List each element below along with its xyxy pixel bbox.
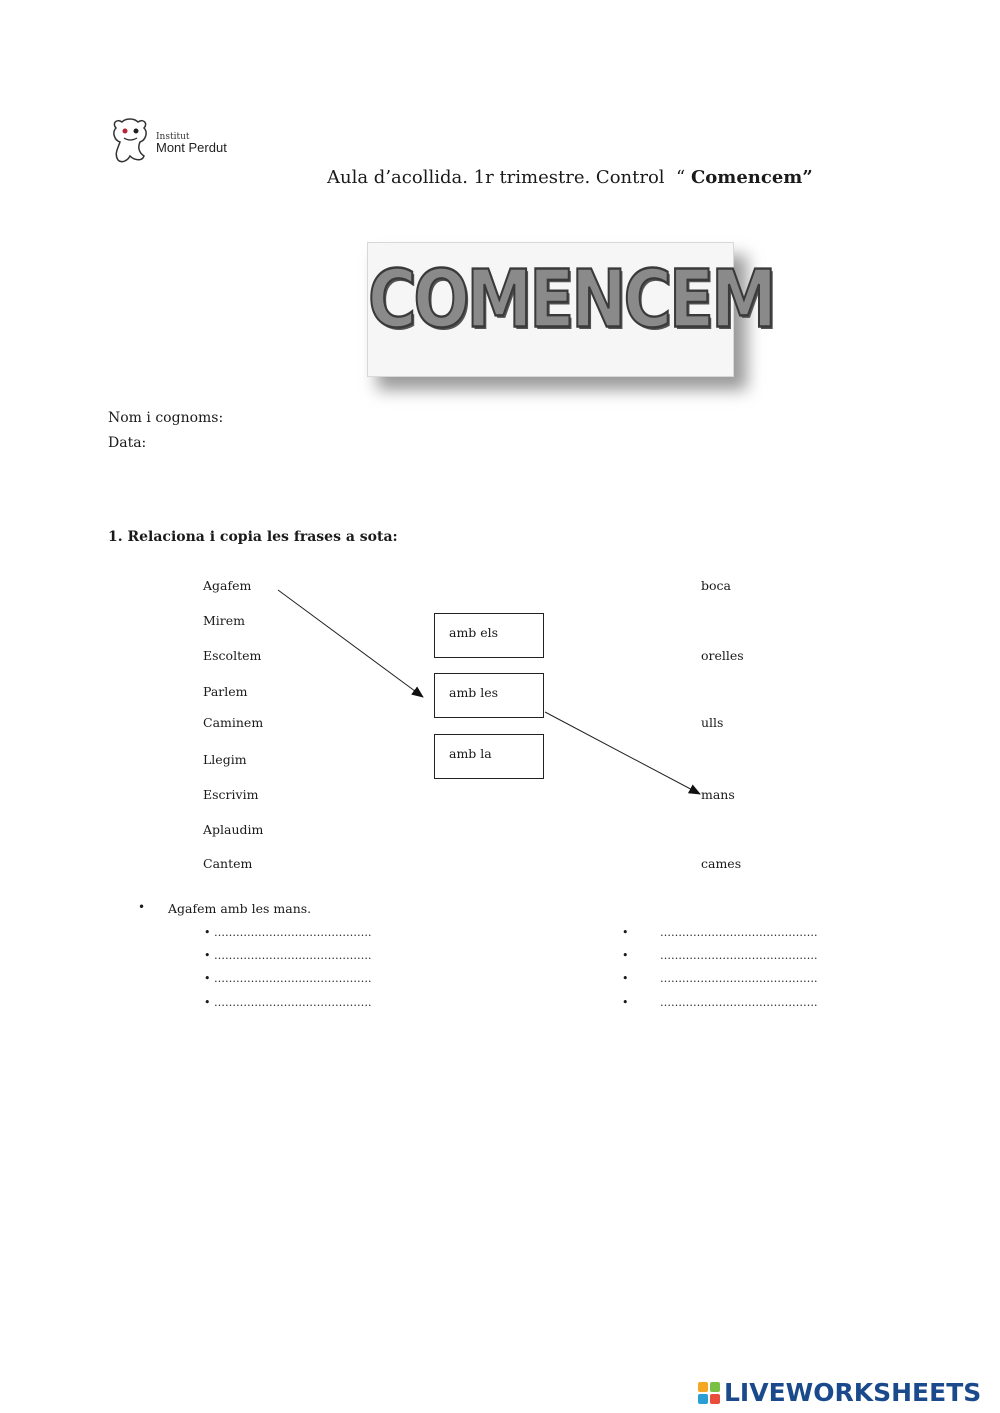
verb-item: Escoltem (203, 648, 262, 663)
noun-item: orelles (701, 648, 744, 663)
verb-item: Parlem (203, 684, 248, 699)
verb-item: Mirem (203, 613, 246, 628)
answer-line[interactable]: • ……………………………………. (204, 949, 372, 962)
connector-label: amb les (449, 685, 499, 700)
example-bullet: • (138, 900, 146, 914)
date-field-label: Data: (108, 435, 147, 451)
verb-item: Cantem (203, 856, 253, 871)
liveworksheets-logo-icon (698, 1382, 720, 1404)
title-main: Aula d’acollida. 1r trimestre. Control “ (327, 167, 691, 188)
arrow-agafem-to-amb-les (278, 590, 423, 697)
logo-institut-text: Institut (156, 132, 190, 142)
answer-line[interactable]: • ……………………………………. (622, 972, 818, 985)
verb-item: Llegim (203, 752, 247, 767)
exercise-title: 1. Relaciona i copia les frases a sota: (108, 529, 398, 545)
liveworksheets-text: LIVEWORKSHEETS (724, 1378, 982, 1407)
logo-name-text: Mont Perdut (156, 140, 227, 155)
answer-line[interactable]: • ……………………………………. (622, 949, 818, 962)
answer-line[interactable]: • ……………………………………. (622, 996, 818, 1009)
answer-line[interactable]: • ……………………………………. (204, 972, 372, 985)
noun-item: mans (701, 787, 735, 802)
noun-item: boca (701, 578, 731, 593)
banner-text: COMENCEM (368, 253, 774, 346)
example-answer: Agafem amb les mans. (168, 901, 312, 916)
noun-item: cames (701, 856, 742, 871)
name-field-label: Nom i cognoms: (108, 410, 224, 426)
answer-line[interactable]: • ……………………………………. (204, 926, 372, 939)
verb-item: Escrivim (203, 787, 259, 802)
connector-label: amb els (449, 625, 499, 640)
answer-line[interactable]: • ……………………………………. (622, 926, 818, 939)
arrow-amb-les-to-mans (545, 712, 700, 794)
noun-item: ulls (701, 715, 724, 730)
liveworksheets-watermark (698, 1378, 998, 1408)
verb-item: Agafem (203, 578, 252, 593)
title-bold: Comencem” (690, 167, 813, 188)
connector-label: amb la (449, 746, 492, 761)
verb-item: Caminem (203, 715, 264, 730)
answer-line[interactable]: • ……………………………………. (204, 996, 372, 1009)
verb-item: Aplaudim (203, 822, 264, 837)
